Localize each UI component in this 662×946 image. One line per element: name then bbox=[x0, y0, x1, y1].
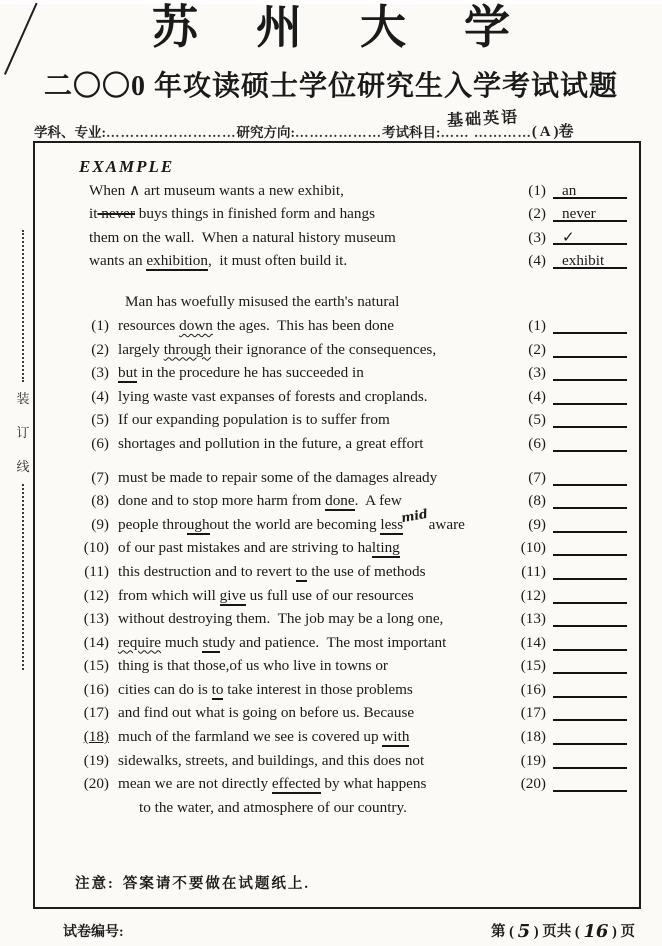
answer-filled: ✓ bbox=[553, 228, 627, 245]
answer-number: (1) bbox=[528, 182, 546, 199]
text-segment: to the water, and atmosphere of our country. bbox=[139, 798, 407, 816]
line-number: (2) bbox=[91, 340, 109, 358]
line-number: (11) bbox=[84, 562, 109, 580]
text-segment: sidewalks, streets, and buildings, and this does not bbox=[118, 751, 425, 769]
passage-line-row bbox=[35, 610, 639, 634]
answer-blank bbox=[553, 516, 627, 533]
text-segment: cities can do is bbox=[118, 680, 212, 698]
text-segment: people thro bbox=[118, 515, 187, 533]
answer-number: (10) bbox=[520, 539, 546, 557]
passage-line-row bbox=[35, 492, 639, 516]
answer-number: (1) bbox=[528, 316, 546, 334]
binding-char: 订 bbox=[16, 425, 30, 440]
passage-line-row bbox=[35, 587, 639, 611]
answer-blank bbox=[553, 364, 627, 381]
line-text bbox=[89, 252, 347, 270]
answer-number: (3) bbox=[528, 364, 546, 382]
answer-filled: an bbox=[553, 182, 627, 199]
passage-line-row bbox=[35, 364, 639, 388]
text-segment: done and to stop more harm from bbox=[118, 492, 326, 510]
line-text bbox=[118, 657, 388, 675]
passage-line-row bbox=[35, 228, 639, 252]
university-title: 苏州大学 bbox=[152, 2, 568, 53]
answer-blank bbox=[553, 775, 627, 792]
binding-char: 装 bbox=[16, 391, 30, 406]
line-text bbox=[118, 634, 446, 652]
answer-number: (15) bbox=[520, 657, 546, 675]
line-text bbox=[118, 388, 428, 406]
text-segment: the use of methods bbox=[307, 562, 426, 580]
line-number: (16) bbox=[83, 680, 109, 698]
line-text bbox=[89, 229, 396, 247]
answer-blank bbox=[553, 728, 627, 745]
binding-dotted-line bbox=[22, 484, 24, 670]
text-segment: When bbox=[89, 182, 130, 199]
text-segment: resources bbox=[118, 316, 180, 334]
line-text bbox=[118, 469, 437, 487]
answer-blank bbox=[553, 492, 627, 509]
answer-blank bbox=[553, 752, 627, 769]
text-segment: much bbox=[161, 633, 203, 651]
answer-blank bbox=[553, 469, 627, 486]
text-segment: take interest in those problems bbox=[223, 680, 413, 698]
notice-text: 答案请不要做在试题纸上. bbox=[122, 876, 310, 893]
answer-blank bbox=[553, 388, 627, 405]
line-number: (8) bbox=[91, 492, 109, 510]
line-number: (19) bbox=[83, 751, 109, 769]
line-text bbox=[118, 681, 413, 699]
answer-number: (4) bbox=[528, 387, 546, 405]
answer-blank bbox=[553, 435, 627, 452]
text-segment: this destruction and to revert bbox=[118, 562, 296, 580]
answer-blank bbox=[553, 634, 627, 651]
text-segment-u: give bbox=[219, 586, 246, 604]
text-segment: us full use of our resources bbox=[245, 586, 414, 604]
line-text bbox=[118, 728, 409, 746]
line-number: (1) bbox=[91, 316, 109, 334]
passage-line-row bbox=[35, 563, 639, 587]
answer-number: (12) bbox=[520, 586, 546, 604]
exam-info-fields bbox=[34, 107, 646, 141]
text-segment: much of the farmland we see is covered up bbox=[118, 728, 383, 746]
answer-filled: exhibit bbox=[553, 252, 627, 269]
line-text bbox=[118, 587, 414, 605]
line-text bbox=[118, 752, 424, 770]
text-segment: them on the wall. When a natural history museum bbox=[89, 229, 396, 247]
line-number: (7) bbox=[91, 468, 109, 486]
page-header bbox=[0, 4, 662, 141]
text-segment-hw: mid bbox=[400, 505, 429, 525]
passage-intro-line bbox=[35, 293, 639, 317]
text-segment-caret: ∧ bbox=[129, 182, 141, 199]
example-heading: EXAMPLE bbox=[79, 157, 175, 176]
answer-blank bbox=[553, 704, 627, 721]
answer-blank bbox=[553, 681, 627, 698]
text-segment: without destroying them. The job may be a long one, bbox=[118, 610, 444, 628]
line-text bbox=[118, 775, 426, 793]
passage-line-row bbox=[35, 505, 639, 540]
paper-variant-label: ( A )卷 bbox=[531, 124, 574, 140]
page-count bbox=[491, 920, 635, 941]
passage-line-row bbox=[35, 317, 639, 341]
line-number: (4) bbox=[91, 387, 109, 405]
binding-dotted-line bbox=[22, 230, 24, 382]
text-segment: buys things in finished form and hangs bbox=[134, 204, 376, 222]
text-segment: of our past mistakes and are striving to ha bbox=[118, 539, 372, 557]
text-segment: aware bbox=[424, 515, 465, 533]
answer-number: (19) bbox=[520, 751, 546, 769]
text-segment-u: done bbox=[325, 492, 355, 510]
answer-blank bbox=[553, 317, 627, 334]
line-text bbox=[118, 704, 414, 722]
line-number: (20) bbox=[83, 775, 109, 793]
text-segment: the ages. This has been done bbox=[212, 316, 394, 334]
answer-number: (2) bbox=[528, 204, 546, 222]
passage-line-row bbox=[35, 435, 639, 459]
answer-number: (8) bbox=[528, 492, 546, 510]
line-number: (15) bbox=[83, 657, 109, 675]
line-number: (18) bbox=[83, 728, 109, 746]
line-text bbox=[118, 610, 443, 628]
answer-blank bbox=[553, 563, 627, 580]
line-number: (6) bbox=[91, 434, 109, 452]
text-segment: thing is that those,of us who live in towns or bbox=[118, 657, 388, 675]
line-number: (13) bbox=[83, 610, 109, 628]
text-segment-u: lting bbox=[371, 539, 400, 557]
answer-number: (5) bbox=[528, 411, 546, 429]
text-segment: their ignorance of the consequences, bbox=[210, 340, 437, 358]
text-segment-u: but bbox=[118, 364, 138, 382]
passage-line-row bbox=[35, 539, 639, 563]
answer-blank bbox=[553, 411, 627, 428]
passage-line-row bbox=[35, 388, 639, 412]
handwritten-course-name: 基础英语 bbox=[446, 107, 520, 130]
text-segment-uw: through bbox=[163, 340, 211, 358]
answer-number: (13) bbox=[520, 610, 546, 628]
text-segment: If our expanding population is to suffer from bbox=[118, 411, 390, 429]
binding-char: 线 bbox=[16, 459, 30, 474]
line-text bbox=[89, 205, 375, 223]
passage-line-row bbox=[35, 728, 639, 752]
text-segment: shortages and pollution in the future, a great effort bbox=[118, 434, 424, 452]
answer-number: (2) bbox=[528, 340, 546, 358]
answer-number: (7) bbox=[528, 468, 546, 486]
text-segment: 第 ( bbox=[491, 924, 518, 940]
line-text bbox=[118, 539, 400, 557]
line-number: (5) bbox=[91, 411, 109, 429]
answer-number: (11) bbox=[521, 562, 546, 580]
passage-lines-1-6 bbox=[35, 317, 639, 459]
passage-line-row bbox=[35, 634, 639, 658]
passage-line-row bbox=[35, 205, 639, 229]
scanned-exam-page bbox=[0, 4, 662, 946]
passage-line-row bbox=[35, 469, 639, 493]
answer-number: (16) bbox=[520, 680, 546, 698]
notice-label: 注意: bbox=[75, 876, 115, 893]
page-footer bbox=[33, 920, 641, 941]
binding-line bbox=[15, 230, 31, 670]
line-text bbox=[118, 364, 364, 382]
exam-course-label: 考试科目: bbox=[382, 125, 441, 140]
passage-line-row bbox=[35, 681, 639, 705]
answer-blank bbox=[553, 341, 627, 358]
passage-line-row bbox=[35, 181, 639, 205]
text-segment: it bbox=[89, 204, 98, 222]
passage-line-row bbox=[35, 411, 639, 435]
line-number: (12) bbox=[83, 586, 109, 604]
text-segment: mean we are not directly bbox=[118, 775, 272, 793]
line-text bbox=[118, 492, 402, 510]
answer-number: (14) bbox=[520, 633, 546, 651]
paper-number-label: 试卷编号: bbox=[63, 925, 124, 940]
answer-blank bbox=[553, 587, 627, 604]
passage-line-row bbox=[35, 657, 639, 681]
answer-number: (3) bbox=[528, 229, 546, 247]
text-segment: ) 页共 ( bbox=[530, 924, 584, 940]
passage-closing-line bbox=[35, 799, 639, 823]
text-segment-uw: down bbox=[179, 316, 213, 334]
line-text bbox=[118, 505, 465, 534]
example-passage bbox=[35, 181, 639, 275]
line-text bbox=[118, 341, 436, 359]
exam-course-blank-line: 基础英语 …… ………… bbox=[441, 125, 532, 141]
question-content-box bbox=[33, 141, 641, 909]
answer-blank bbox=[553, 610, 627, 627]
text-segment: out the world are becoming bbox=[209, 515, 381, 533]
answer-number: (18) bbox=[520, 728, 546, 746]
answer-blank bbox=[553, 657, 627, 674]
answer-number: (20) bbox=[520, 775, 546, 793]
text-segment: in the procedure he has succeeded in bbox=[137, 364, 364, 382]
answer-number: (9) bbox=[528, 515, 546, 533]
answer-filled: never bbox=[553, 205, 627, 222]
subject-major-label: 学科、专业: bbox=[34, 125, 106, 140]
answer-blank bbox=[553, 539, 627, 556]
passage-line-row bbox=[35, 775, 639, 799]
text-segment: by what happens bbox=[320, 775, 427, 793]
line-number: (17) bbox=[83, 704, 109, 722]
text-segment-u: to bbox=[211, 680, 224, 698]
subject-major-blank-line: ……………………… bbox=[106, 125, 237, 140]
text-segment-s: never bbox=[97, 204, 135, 222]
passage-line-row bbox=[35, 341, 639, 365]
text-segment-u: effected bbox=[271, 775, 321, 793]
text-segment: , it must often build it. bbox=[207, 251, 348, 269]
line-number: (3) bbox=[91, 364, 109, 382]
text-segment-u: stu bbox=[202, 633, 221, 651]
line-text bbox=[118, 411, 390, 429]
line-text bbox=[89, 181, 344, 200]
text-segment-uw: require bbox=[118, 633, 162, 651]
text-segment: wants an bbox=[89, 251, 147, 269]
notice-line bbox=[35, 872, 639, 893]
line-text bbox=[118, 435, 424, 453]
answer-number: (6) bbox=[528, 434, 546, 452]
passage-lines-7-20 bbox=[35, 469, 639, 799]
text-segment: from which will bbox=[118, 586, 220, 604]
line-text bbox=[118, 563, 426, 581]
text-segment: ) 页 bbox=[608, 924, 635, 940]
exam-title: 二〇〇0 年攻读硕士学位研究生入学考试试题 bbox=[43, 71, 618, 102]
text-segment: largely bbox=[118, 340, 164, 358]
text-segment: . A few bbox=[354, 492, 402, 510]
text-segment-u: with bbox=[382, 728, 410, 746]
line-number: (10) bbox=[83, 539, 109, 557]
research-direction-blank-line: ……………… bbox=[295, 125, 382, 140]
text-segment: lying waste vast expanses of forests and croplands. bbox=[118, 387, 428, 405]
text-segment-u: ugh bbox=[186, 515, 210, 533]
passage-line-row bbox=[35, 252, 639, 276]
answer-number: (4) bbox=[528, 251, 546, 269]
passage-line-row bbox=[35, 752, 639, 776]
text-segment: art museum wants a new exhibit, bbox=[140, 182, 344, 199]
text-segment: and find out what is going on before us. Because bbox=[118, 704, 415, 722]
text-segment: must be made to repair some of the damages already bbox=[118, 468, 438, 486]
text-segment-u: exhibition bbox=[146, 251, 208, 269]
text-segment-u: to bbox=[295, 562, 308, 580]
text-segment: dy and patience. The most important bbox=[220, 633, 447, 651]
text-segment-u: less bbox=[380, 515, 404, 533]
research-direction-label: 研究方向: bbox=[236, 125, 295, 140]
line-number: (14) bbox=[83, 633, 109, 651]
text-segment-hw2: 5 bbox=[517, 921, 531, 942]
passage-line-row bbox=[35, 704, 639, 728]
line-text bbox=[118, 317, 394, 335]
line-number: (9) bbox=[91, 515, 109, 533]
answer-number: (17) bbox=[520, 704, 546, 722]
text-segment: Man has woefully misused the earth's natural bbox=[125, 293, 400, 311]
text-segment-hw2: 16 bbox=[583, 921, 609, 942]
